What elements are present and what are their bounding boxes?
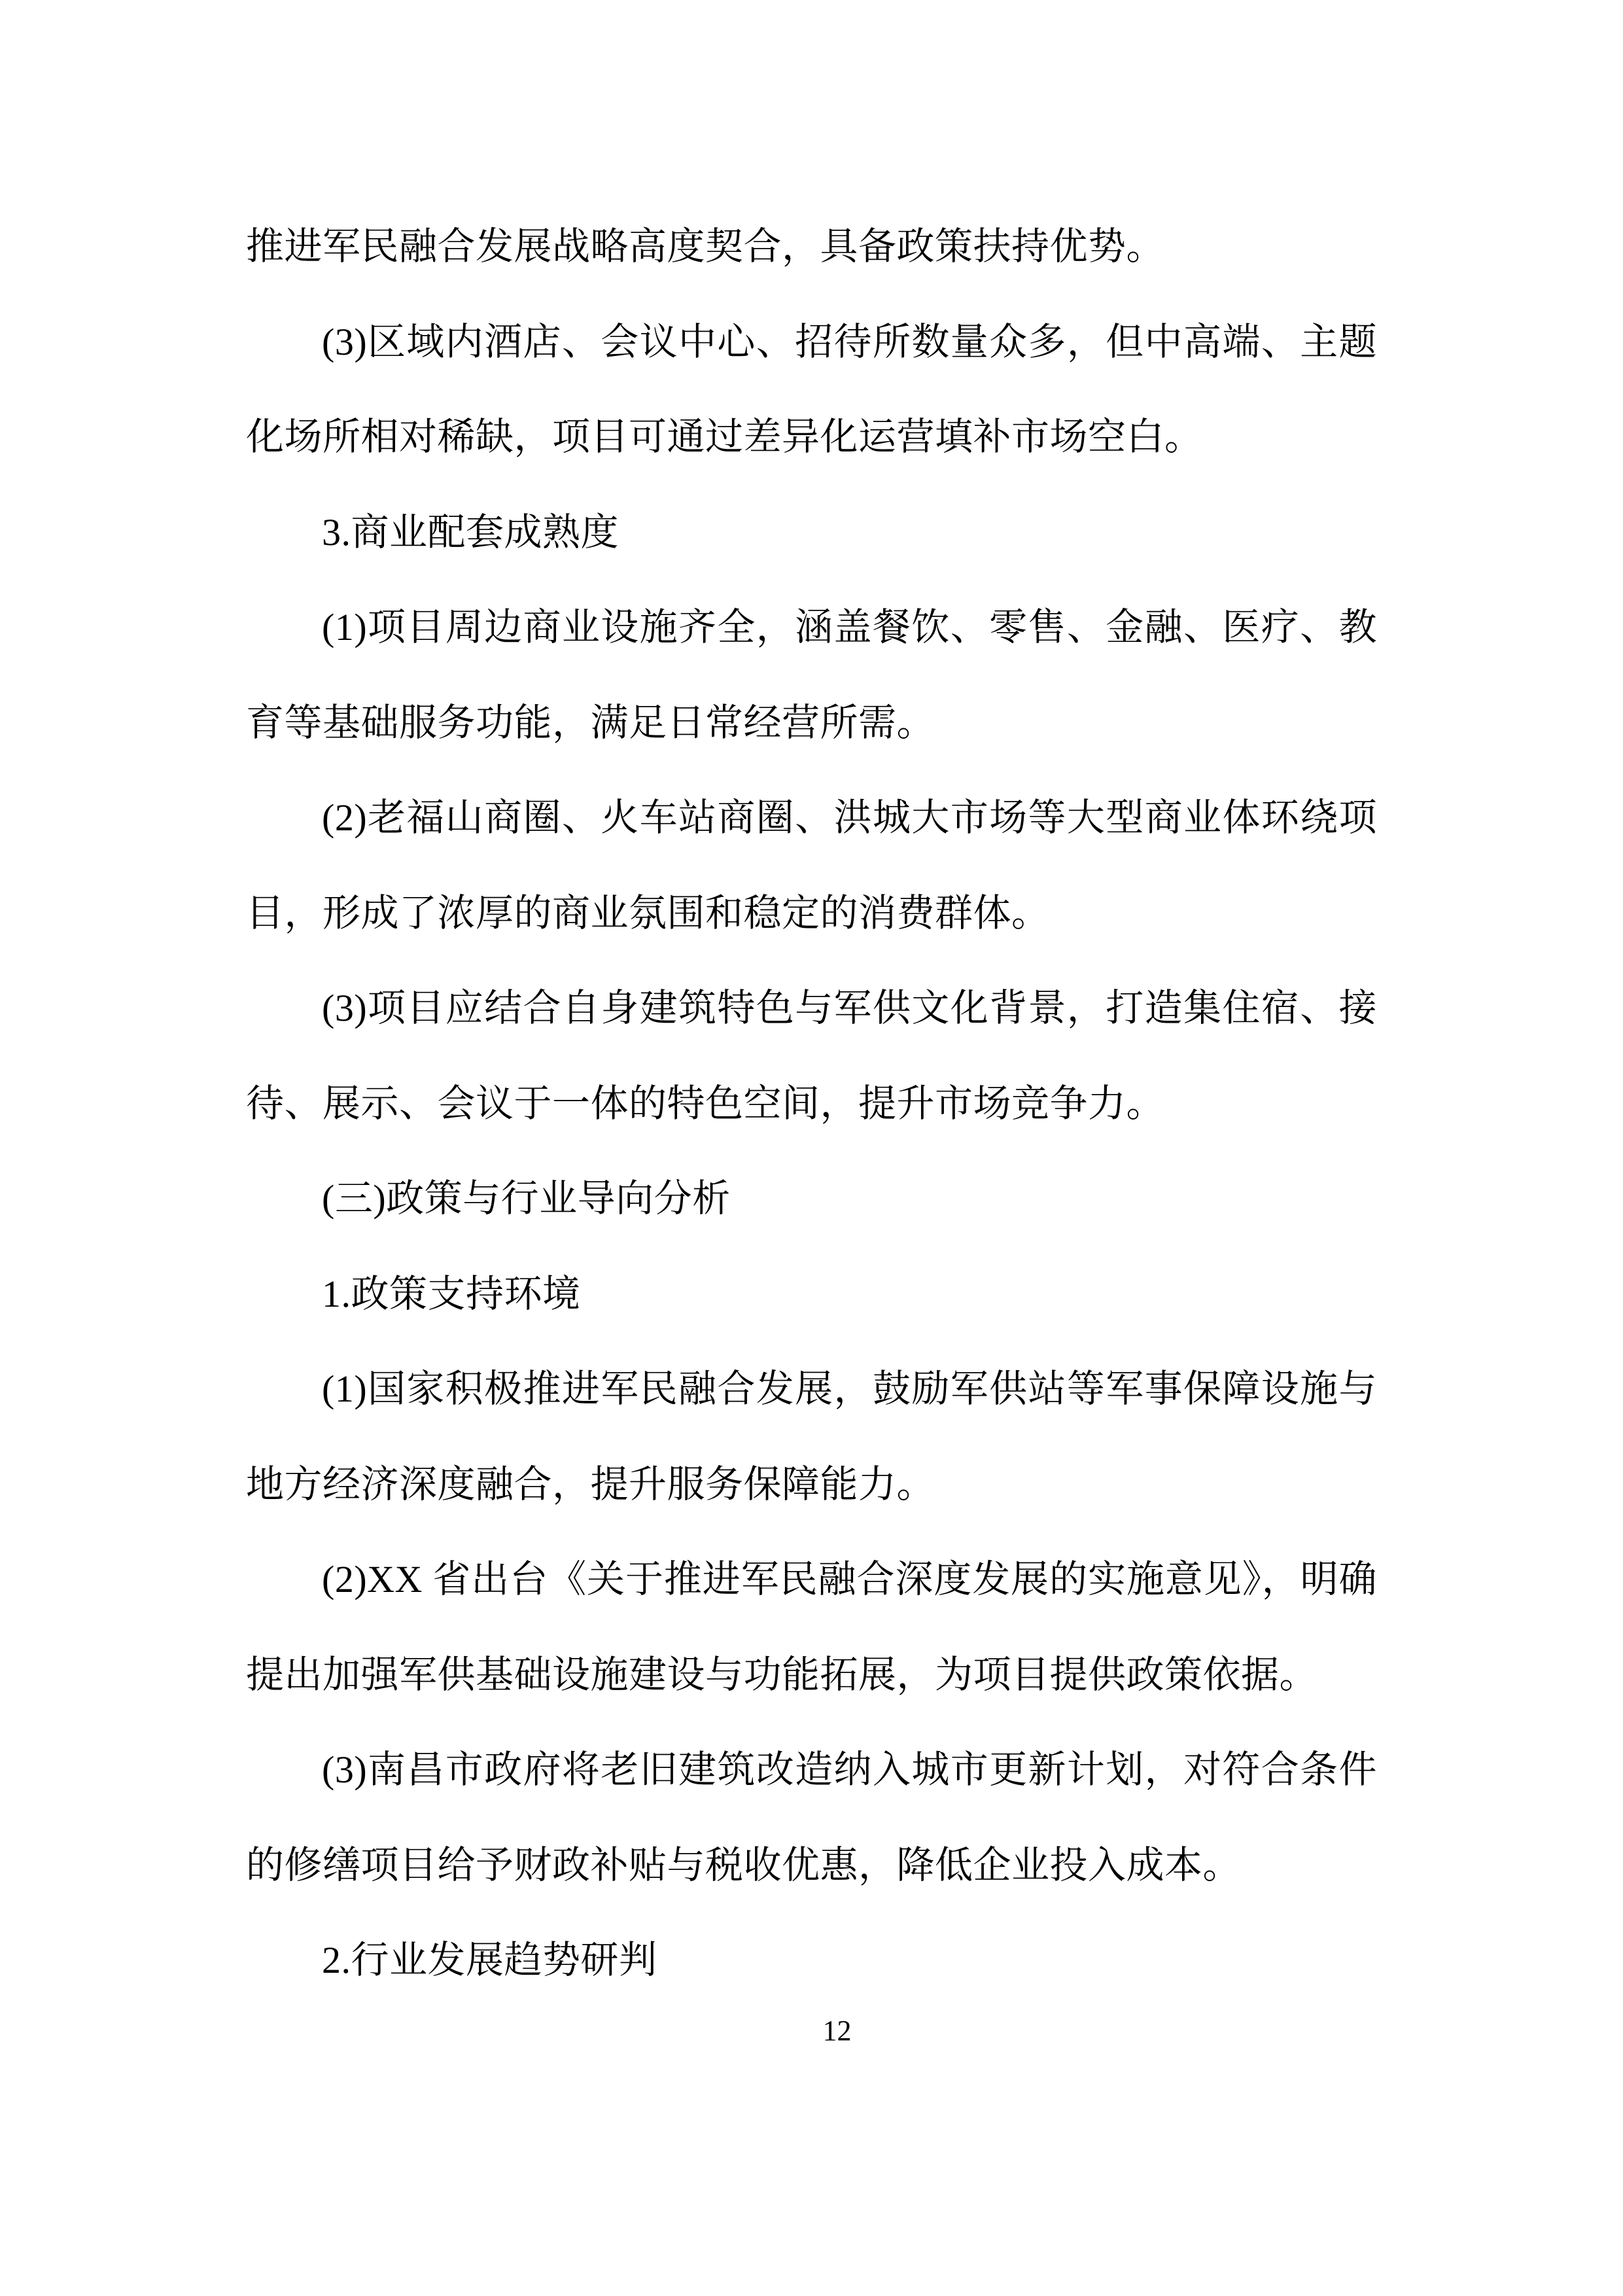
text-line: 3.商业配套成熟度: [322, 510, 620, 554]
text-line: 提出加强军供基础设施建设与功能拓展，为项目提供政策依据。: [246, 1653, 1318, 1696]
text-line: 2.行业发展趋势研判: [322, 1939, 657, 1981]
paragraph-heading: [246, 1246, 1377, 1342]
text-line: 待、展示、会议于一体的特色空间，提升市场竞争力。: [246, 1082, 1165, 1125]
text-line: (3)项目应结合自身建筑特色与军供文化背景，打造集住宿、接: [322, 987, 1377, 1029]
text-line: 化场所相对稀缺，项目可通过差异化运营填补市场空白。: [246, 415, 1203, 458]
paragraph: [246, 580, 1377, 770]
page-body-text: [246, 199, 1377, 2008]
paragraph: [246, 770, 1377, 961]
text-line: 的修缮项目给予财政补贴与税收优惠，降低企业投入成本。: [246, 1843, 1242, 1886]
text-line: 目，形成了浓厚的商业氛围和稳定的消费群体。: [246, 891, 1050, 934]
text-line: (3)南昌市政府将老旧建筑改造纳入城市更新计划，对符合条件: [322, 1748, 1377, 1791]
text-line: 地方经济深度融合，提升服务保障能力。: [246, 1462, 935, 1506]
text-line: 1.政策支持环境: [322, 1272, 581, 1315]
paragraph-heading: [246, 1913, 1377, 2008]
text-line: (2)XX 省出台《关于推进军民融合深度发展的实施意见》，明确: [322, 1558, 1377, 1600]
text-line: 育等基础服务功能，满足日常经营所需。: [246, 701, 935, 744]
paragraph: [246, 1722, 1377, 1913]
text-line: 推进军民融合发展战略高度契合，具备政策扶持优势。: [246, 225, 1165, 268]
paragraph: [246, 199, 1377, 294]
text-line: (三)政策与行业导向分析: [322, 1177, 731, 1220]
text-line: (1)国家积极推进军民融合发展，鼓励军供站等军事保障设施与: [322, 1368, 1377, 1410]
page-number: 12: [822, 2015, 852, 2047]
paragraph: [246, 1341, 1377, 1532]
text-line: (1)项目周边商业设施齐全，涵盖餐饮、零售、金融、医疗、教: [322, 606, 1377, 648]
text-line: (3)区域内酒店、会议中心、招待所数量众多，但中高端、主题: [322, 320, 1377, 363]
paragraph: [246, 1532, 1377, 1722]
paragraph: [246, 294, 1377, 485]
text-line: (2)老福山商圈、火车站商圈、洪城大市场等大型商业体环绕项: [322, 796, 1377, 839]
paragraph: [246, 961, 1377, 1151]
paragraph-heading: [246, 1151, 1377, 1246]
paragraph-heading: [246, 485, 1377, 580]
